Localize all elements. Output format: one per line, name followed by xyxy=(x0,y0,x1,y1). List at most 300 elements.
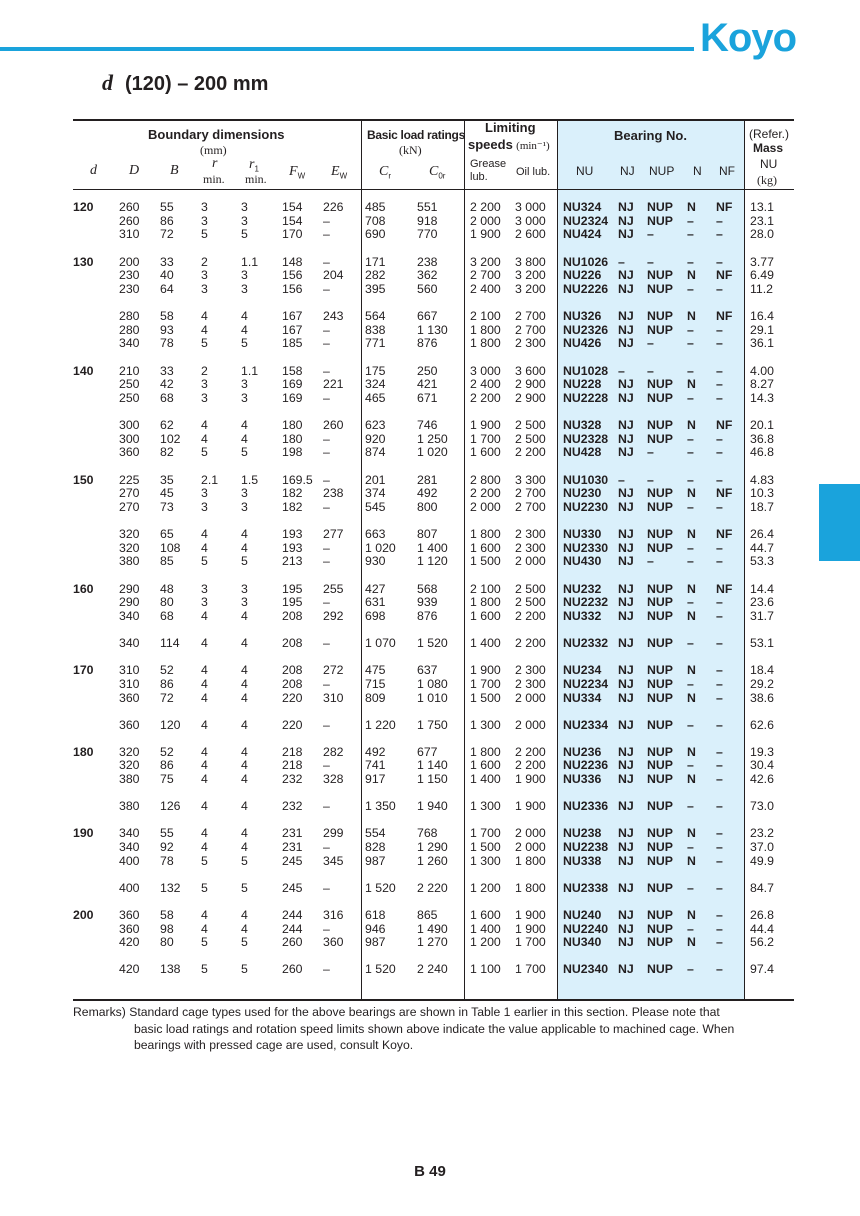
cell-d: 260 xyxy=(119,213,140,228)
cell-nf: NF xyxy=(716,581,733,596)
cell-nup: NUP xyxy=(647,744,673,759)
cell-ew: – xyxy=(323,921,330,936)
cell-nf: NF xyxy=(716,486,733,501)
cell-r1: 4 xyxy=(241,744,248,759)
cell-cr: 324 xyxy=(365,377,386,392)
cell-cr: 1 350 xyxy=(365,799,396,814)
cell-b: 35 xyxy=(160,472,174,487)
cell-b: 58 xyxy=(160,309,174,323)
cell-nf: – xyxy=(716,390,723,405)
cell-mass: 20.1 xyxy=(750,418,774,432)
cell-r: 4 xyxy=(201,676,208,691)
cell-nf: – xyxy=(716,254,723,269)
cell-n: – xyxy=(687,921,694,936)
cell-grease: 1 300 xyxy=(470,799,501,814)
cell-r1: 4 xyxy=(241,826,248,841)
cell-mass: 53.1 xyxy=(750,636,774,650)
cell-n: – xyxy=(687,431,694,446)
cell-fw: 244 xyxy=(282,907,303,922)
cell-mass: 26.4 xyxy=(750,527,774,541)
cell-ew: – xyxy=(323,554,330,569)
cell-b: 126 xyxy=(160,799,181,814)
cell-cr: 201 xyxy=(365,472,386,487)
cell-ew: 243 xyxy=(323,309,344,323)
cell-r1: 3 xyxy=(241,268,248,283)
cell-r: 4 xyxy=(201,322,208,337)
cell-ew: – xyxy=(323,717,330,732)
cell-b: 48 xyxy=(160,581,174,596)
cell-r: 5 xyxy=(201,853,208,868)
cell-r: 3 xyxy=(201,595,208,610)
cell-nj: NJ xyxy=(618,336,634,351)
cell-b: 86 xyxy=(160,676,174,691)
cell-oil: 2 000 xyxy=(515,690,546,705)
cell-b: 52 xyxy=(160,663,174,678)
cell-grease: 1 900 xyxy=(470,663,501,678)
d-symbol: d xyxy=(102,70,113,95)
cell-oil: 2 500 xyxy=(515,418,546,432)
cell-d: 400 xyxy=(119,880,140,895)
cell-b: 92 xyxy=(160,840,174,854)
cell-cr: 475 xyxy=(365,663,386,678)
cell-ew: 299 xyxy=(323,826,344,841)
cell-nup: NUP xyxy=(647,377,673,392)
header-N: N xyxy=(693,164,702,178)
cell-r1: 3 xyxy=(241,581,248,596)
cell-ew: – xyxy=(323,595,330,610)
cell-nup: – xyxy=(647,445,654,460)
cell-d: 380 xyxy=(119,799,140,814)
size-range: (120) – 200 mm xyxy=(125,73,269,95)
remarks-line-1: Remarks) Standard cage types used for the above bearings are shown in Table 1 earlier in this section. Please note that xyxy=(73,1005,720,1019)
cell-nf: – xyxy=(716,336,723,351)
cell-r1: 5 xyxy=(241,445,248,460)
cell-b: 78 xyxy=(160,853,174,868)
cell-n: N xyxy=(687,744,696,759)
cell-fw: 193 xyxy=(282,540,303,555)
page-title xyxy=(102,70,268,96)
cell-nu: NU2338 xyxy=(563,880,609,895)
cell-cr: 631 xyxy=(365,595,386,610)
cell-r1: 1.1 xyxy=(241,363,259,378)
cell-grease: 2 100 xyxy=(470,309,501,323)
cell-n: N xyxy=(687,826,696,841)
cell-nf: – xyxy=(716,363,723,378)
cell-d: 290 xyxy=(119,595,140,610)
cell-oil: 2 300 xyxy=(515,336,546,351)
header-r1-min: min. xyxy=(245,172,267,186)
cell-r: 3 xyxy=(201,499,208,514)
cell-nup: NUP xyxy=(647,676,673,691)
cell-nj: NJ xyxy=(618,281,634,296)
cell-nf: – xyxy=(716,499,723,514)
cell-cr: 715 xyxy=(365,676,386,691)
cell-r1: 1.1 xyxy=(241,254,259,269)
cell-b: 40 xyxy=(160,268,174,283)
cell-fw: 260 xyxy=(282,935,303,950)
header-mass-unit: (kg) xyxy=(757,173,777,187)
cell-ew: 282 xyxy=(323,744,344,759)
cell-nj: NJ xyxy=(618,445,634,460)
cell-r1: 5 xyxy=(241,935,248,950)
cell-grease: 1 400 xyxy=(470,772,501,787)
cell-fw: 208 xyxy=(282,663,303,678)
cell-nf: – xyxy=(716,663,723,678)
cell-fw: 208 xyxy=(282,676,303,691)
cell-nj: NJ xyxy=(618,431,634,446)
cell-mass: 46.8 xyxy=(750,445,774,460)
cell-r1: 3 xyxy=(241,486,248,501)
cell-grease: 1 800 xyxy=(470,527,501,541)
cell-b: 62 xyxy=(160,418,174,432)
cell-cr: 1 520 xyxy=(365,962,396,977)
header-boundary-dimensions: Boundary dimensions xyxy=(148,127,285,142)
cell-mass: 6.49 xyxy=(750,268,774,283)
cell-nu: NU2334 xyxy=(563,717,609,732)
cell-oil: 3 200 xyxy=(515,281,546,296)
cell-cr: 554 xyxy=(365,826,386,841)
header-rule xyxy=(73,189,794,190)
cell-r: 4 xyxy=(201,799,208,814)
cell-ew: – xyxy=(323,840,330,854)
cell-r: 4 xyxy=(201,717,208,732)
cell-nf: – xyxy=(716,676,723,691)
cell-oil: 1 900 xyxy=(515,907,546,922)
cell-c0r: 2 240 xyxy=(417,962,448,977)
cell-nu: NU2336 xyxy=(563,799,609,814)
cell-d: 360 xyxy=(119,907,140,922)
cell-c0r: 677 xyxy=(417,744,438,759)
cell-b: 42 xyxy=(160,377,174,392)
cell-c0r: 1 520 xyxy=(417,636,448,650)
cell-r1: 4 xyxy=(241,799,248,814)
cell-r1: 3 xyxy=(241,595,248,610)
cell-mass: 56.2 xyxy=(750,935,774,950)
cell-nup: NUP xyxy=(647,431,673,446)
cell-grease: 1 700 xyxy=(470,431,501,446)
cell-nf: – xyxy=(716,595,723,610)
cell-oil: 1 800 xyxy=(515,853,546,868)
cell-b: 132 xyxy=(160,880,181,895)
cell-c0r: 492 xyxy=(417,486,438,501)
cell-d: 270 xyxy=(119,486,140,501)
header-speeds: speeds (min⁻¹) xyxy=(468,137,550,152)
cell-grease: 1 600 xyxy=(470,608,501,623)
cell-n: – xyxy=(687,322,694,337)
cell-c0r: 1 130 xyxy=(417,322,448,337)
cell-cr: 741 xyxy=(365,758,386,773)
cell-mass: 49.9 xyxy=(750,853,774,868)
cell-nf: – xyxy=(716,840,723,854)
cell-mass: 44.4 xyxy=(750,921,774,936)
cell-nup: NUP xyxy=(647,962,673,977)
cell-mass: 73.0 xyxy=(750,799,774,814)
cell-grease: 1 500 xyxy=(470,840,501,854)
cell-fw: 195 xyxy=(282,581,303,596)
cell-mass: 26.8 xyxy=(750,907,774,922)
cell-c0r: 421 xyxy=(417,377,438,392)
cell-ew: – xyxy=(323,540,330,555)
cell-grease: 1 600 xyxy=(470,907,501,922)
cell-cr: 618 xyxy=(365,907,386,922)
cell-mass: 4.00 xyxy=(750,363,774,378)
cell-ew: – xyxy=(323,676,330,691)
cell-b: 55 xyxy=(160,200,174,214)
cell-fw: 154 xyxy=(282,213,303,228)
cell-fw: 158 xyxy=(282,363,303,378)
cell-fw: 154 xyxy=(282,200,303,214)
cell-nu: NU228 xyxy=(563,377,602,392)
cell-d: 250 xyxy=(119,390,140,405)
cell-r1: 4 xyxy=(241,690,248,705)
cell-b: 120 xyxy=(160,717,181,732)
cell-nf: – xyxy=(716,826,723,841)
cell-fw: 195 xyxy=(282,595,303,610)
cell-c0r: 939 xyxy=(417,595,438,610)
cell-oil: 2 900 xyxy=(515,377,546,392)
cell-ew: 316 xyxy=(323,907,344,922)
cell-c0r: 876 xyxy=(417,336,438,351)
cell-nup: NUP xyxy=(647,540,673,555)
cell-r: 3 xyxy=(201,377,208,392)
cell-nu: NU2324 xyxy=(563,213,609,228)
cell-ew: – xyxy=(323,336,330,351)
cell-d: 400 xyxy=(119,853,140,868)
cell-d: 225 xyxy=(119,472,140,487)
cell-cr: 1 220 xyxy=(365,717,396,732)
cell-nj: NJ xyxy=(618,309,634,323)
cell-r: 5 xyxy=(201,935,208,950)
cell-mass: 14.3 xyxy=(750,390,774,405)
cell-ew: 310 xyxy=(323,690,344,705)
cell-mass: 3.77 xyxy=(750,254,774,269)
cell-d: 360 xyxy=(119,445,140,460)
header-D: D xyxy=(129,163,140,178)
cell-d: 230 xyxy=(119,281,140,296)
cell-ew: 272 xyxy=(323,663,344,678)
cell-mass: 84.7 xyxy=(750,880,774,895)
cell-oil: 2 300 xyxy=(515,663,546,678)
col-divider xyxy=(464,121,465,999)
cell-c0r: 1 080 xyxy=(417,676,448,691)
cell-nf: NF xyxy=(716,527,733,541)
cell-fw: 193 xyxy=(282,527,303,541)
header-mass: Mass xyxy=(753,141,784,155)
cell-mass: 23.6 xyxy=(750,595,774,610)
cell-mass: 38.6 xyxy=(750,690,774,705)
cell-ew: – xyxy=(323,227,330,242)
header-B: B xyxy=(170,163,179,178)
cell-mass: 18.7 xyxy=(750,499,774,514)
cell-oil: 1 900 xyxy=(515,921,546,936)
cell-oil: 2 700 xyxy=(515,499,546,514)
cell-oil: 1 900 xyxy=(515,772,546,787)
bore-diameter-200: 200 xyxy=(73,907,94,922)
cell-n: – xyxy=(687,472,694,487)
cell-fw: 260 xyxy=(282,962,303,977)
cell-b: 45 xyxy=(160,486,174,501)
cell-nup: NUP xyxy=(647,663,673,678)
cell-r: 4 xyxy=(201,527,208,541)
cell-mass: 13.1 xyxy=(750,200,774,214)
cell-r1: 4 xyxy=(241,907,248,922)
cell-grease: 2 200 xyxy=(470,486,501,501)
cell-r1: 4 xyxy=(241,527,248,541)
cell-nj: – xyxy=(618,472,625,487)
cell-d: 260 xyxy=(119,200,140,214)
cell-grease: 1 100 xyxy=(470,962,501,977)
bore-diameter-150: 150 xyxy=(73,472,94,487)
cell-d: 360 xyxy=(119,690,140,705)
cell-nj: NJ xyxy=(618,676,634,691)
header-NJ: NJ xyxy=(620,164,635,178)
cell-r1: 3 xyxy=(241,200,248,214)
cell-b: 33 xyxy=(160,254,174,269)
cell-r1: 3 xyxy=(241,281,248,296)
cell-d: 250 xyxy=(119,377,140,392)
cell-r: 4 xyxy=(201,309,208,323)
cell-nu: NU230 xyxy=(563,486,602,501)
page-number: B 49 xyxy=(414,1163,446,1180)
cell-c0r: 250 xyxy=(417,363,438,378)
cell-nj: NJ xyxy=(618,268,634,283)
cell-r1: 5 xyxy=(241,227,248,242)
cell-fw: 180 xyxy=(282,418,303,432)
cell-b: 78 xyxy=(160,336,174,351)
cell-oil: 1 800 xyxy=(515,880,546,895)
cell-nu: NU340 xyxy=(563,935,602,950)
cell-r: 5 xyxy=(201,445,208,460)
cell-oil: 3 200 xyxy=(515,268,546,283)
cell-grease: 1 800 xyxy=(470,336,501,351)
cell-c0r: 918 xyxy=(417,213,438,228)
cell-grease: 2 100 xyxy=(470,581,501,596)
cell-r1: 3 xyxy=(241,499,248,514)
cell-d: 210 xyxy=(119,363,140,378)
header-Ew: $E_W$ xyxy=(331,164,348,181)
cell-oil: 2 000 xyxy=(515,826,546,841)
cell-oil: 2 000 xyxy=(515,554,546,569)
cell-oil: 2 300 xyxy=(515,540,546,555)
cell-nf: NF xyxy=(716,418,733,432)
cell-nf: – xyxy=(716,935,723,950)
cell-nu: NU2326 xyxy=(563,322,609,337)
cell-mass: 23.2 xyxy=(750,826,774,841)
cell-r: 3 xyxy=(201,281,208,296)
cell-grease: 1 300 xyxy=(470,853,501,868)
cell-r1: 4 xyxy=(241,772,248,787)
header-grease: Grease lub. xyxy=(470,158,507,183)
cell-nj: – xyxy=(618,363,625,378)
header-limiting: Limiting xyxy=(485,120,536,135)
cell-oil: 2 500 xyxy=(515,431,546,446)
cell-c0r: 671 xyxy=(417,390,438,405)
cell-cr: 708 xyxy=(365,213,386,228)
cell-oil: 2 200 xyxy=(515,608,546,623)
cell-b: 65 xyxy=(160,527,174,541)
cell-r: 4 xyxy=(201,540,208,555)
cell-d: 300 xyxy=(119,418,140,432)
cell-cr: 874 xyxy=(365,445,386,460)
cell-r: 4 xyxy=(201,921,208,936)
cell-nu: NU2238 xyxy=(563,840,609,854)
cell-oil: 3 800 xyxy=(515,254,546,269)
cell-r1: 4 xyxy=(241,431,248,446)
cell-grease: 3 200 xyxy=(470,254,501,269)
cell-mass: 53.3 xyxy=(750,554,774,569)
cell-nf: – xyxy=(716,636,723,650)
cell-mass: 14.4 xyxy=(750,581,774,596)
header-boundary-unit: (mm) xyxy=(200,143,227,157)
cell-nup: NUP xyxy=(647,595,673,610)
cell-c0r: 800 xyxy=(417,499,438,514)
cell-r1: 4 xyxy=(241,608,248,623)
cell-nu: NU2226 xyxy=(563,281,609,296)
cell-mass: 23.1 xyxy=(750,213,774,228)
cell-nup: NUP xyxy=(647,390,673,405)
cell-nup: NUP xyxy=(647,717,673,732)
cell-cr: 492 xyxy=(365,744,386,759)
cell-oil: 3 000 xyxy=(515,200,546,214)
cell-b: 93 xyxy=(160,322,174,337)
cell-grease: 1 600 xyxy=(470,758,501,773)
cell-b: 64 xyxy=(160,281,174,296)
remarks-line-2: basic load ratings and rotation speed limits shown above indicate the value applicable to machined cage. When xyxy=(134,1021,735,1036)
cell-n: N xyxy=(687,486,696,501)
cell-n: N xyxy=(687,690,696,705)
cell-d: 230 xyxy=(119,268,140,283)
cell-c0r: 637 xyxy=(417,663,438,678)
cell-cr: 564 xyxy=(365,309,386,323)
cell-nup: NUP xyxy=(647,581,673,596)
cell-grease: 1 600 xyxy=(470,445,501,460)
header-NU: NU xyxy=(576,164,594,178)
cell-nf: – xyxy=(716,472,723,487)
cell-nj: NJ xyxy=(618,486,634,501)
cell-b: 102 xyxy=(160,431,181,446)
cell-fw: 231 xyxy=(282,840,303,854)
cell-n: – xyxy=(687,213,694,228)
cell-n: – xyxy=(687,636,694,650)
koyo-logo: Koyo xyxy=(700,16,796,60)
cell-c0r: 568 xyxy=(417,581,438,596)
cell-c0r: 1 490 xyxy=(417,921,448,936)
cell-nu: NU1028 xyxy=(563,363,609,378)
cell-cr: 930 xyxy=(365,554,386,569)
cell-nup: NUP xyxy=(647,690,673,705)
cell-r: 4 xyxy=(201,418,208,432)
cell-d: 340 xyxy=(119,636,140,650)
cell-cr: 946 xyxy=(365,921,386,936)
cell-n: – xyxy=(687,445,694,460)
header-NUP: NUP xyxy=(649,164,675,178)
bore-diameter-140: 140 xyxy=(73,363,94,378)
cell-fw: 167 xyxy=(282,309,303,323)
cell-b: 86 xyxy=(160,213,174,228)
cell-mass: 30.4 xyxy=(750,758,774,773)
cell-nf: – xyxy=(716,377,723,392)
cell-d: 280 xyxy=(119,309,140,323)
cell-ew: – xyxy=(323,962,330,977)
cell-grease: 2 400 xyxy=(470,377,501,392)
cell-d: 360 xyxy=(119,921,140,936)
cell-nu: NU2340 xyxy=(563,962,609,977)
cell-nu: NU326 xyxy=(563,309,602,323)
cell-nf: – xyxy=(716,717,723,732)
cell-fw: 245 xyxy=(282,880,303,895)
cell-nf: NF xyxy=(716,268,733,283)
cell-b: 80 xyxy=(160,595,174,610)
